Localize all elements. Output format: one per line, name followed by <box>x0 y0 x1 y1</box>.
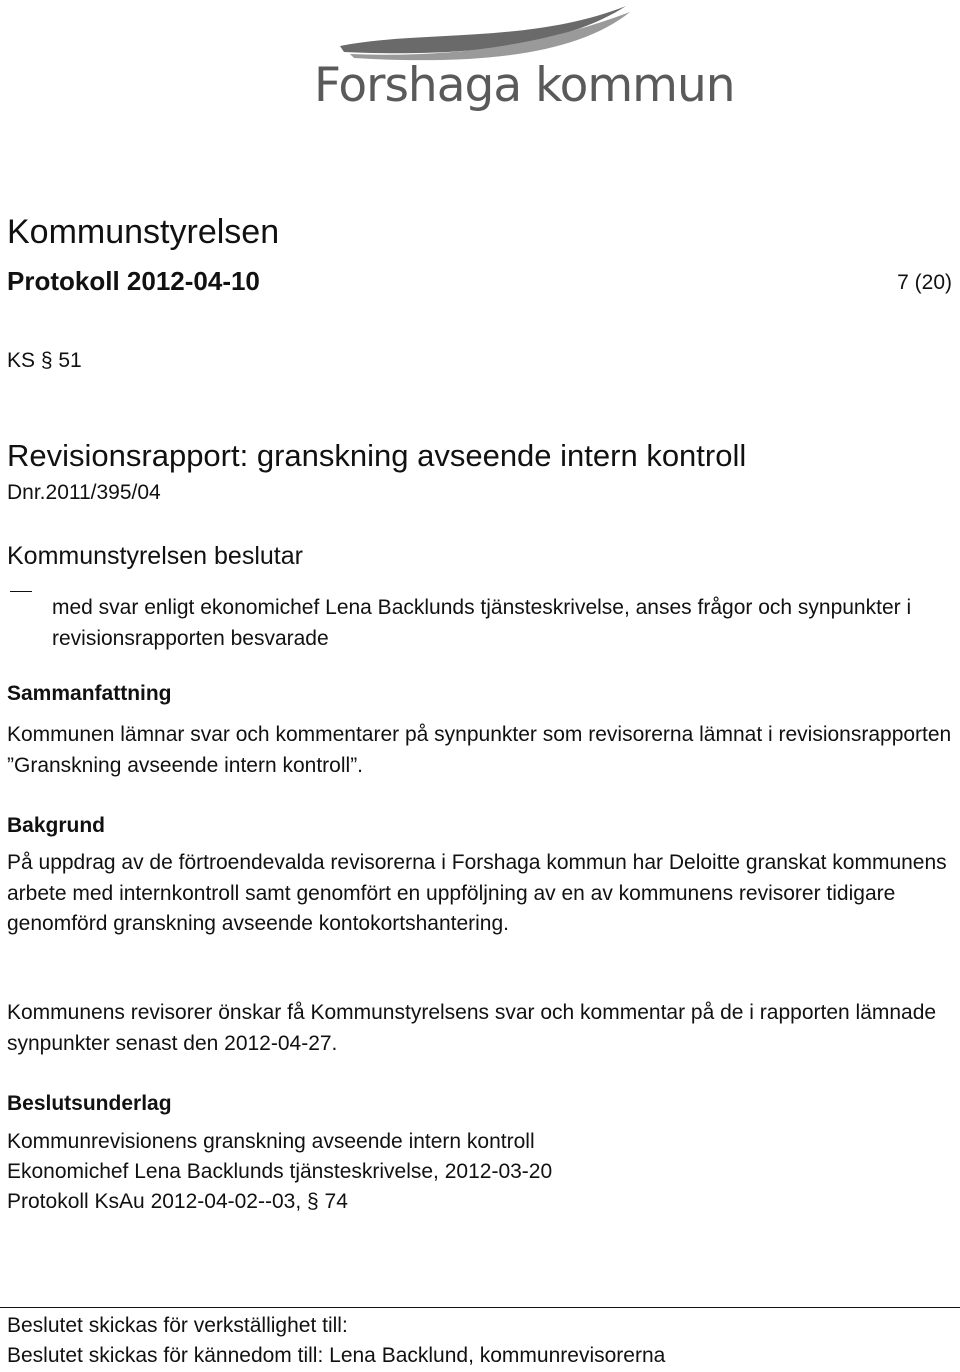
page-title: Revisionsrapport: granskning avseende intern kontroll <box>7 438 747 473</box>
background-heading: Bakgrund <box>7 814 106 837</box>
summary-heading: Sammanfattning <box>7 682 172 705</box>
footer-notice: Beslutet skickas för kännedom till: Lena Backlund, kommunrevisorerna <box>7 1344 666 1367</box>
basis-line: Kommunrevisionens granskning avseende intern kontroll <box>7 1130 535 1153</box>
background-paragraph: Kommunens revisorer önskar få Kommunstyrelsens svar och kommentar på de i rapporten lämnade synpunkter senast den 2012-04-27. <box>7 1001 937 1055</box>
protocol-date: Protokoll 2012-04-10 <box>7 266 260 296</box>
basis-heading: Beslutsunderlag <box>7 1092 172 1115</box>
section-reference: KS § 51 <box>7 349 82 372</box>
background-paragraph: På uppdrag av de förtroendevalda revisorerna i Forshaga kommun har Deloitte granskat kommunens arbete med internkontroll samt genomfört en uppföljning av en av kommunens revisorer tidigare genomförd granskning avseende kontokortshantering. <box>7 851 947 935</box>
basis-line: Ekonomichef Lena Backlunds tjänsteskrivelse, 2012-03-20 <box>7 1160 553 1183</box>
diary-number: Dnr.2011/395/04 <box>7 481 161 504</box>
forshaga-logo <box>300 0 735 118</box>
footer-divider <box>0 1307 960 1308</box>
page-number: 7 (20) <box>897 271 952 294</box>
decision-heading: Kommunstyrelsen beslutar <box>7 542 303 570</box>
organization-heading: Kommunstyrelsen <box>7 213 280 251</box>
footer-execution: Beslutet skickas för verkställighet till: <box>7 1314 348 1337</box>
bullet-dash <box>10 591 32 592</box>
logo-text: Forshaga kommun <box>314 58 735 113</box>
summary-text: Kommunen lämnar svar och kommentarer på synpunkter som revisorerna lämnat i revisionsrapporten ”Granskning avseende intern kontroll”. <box>7 723 952 777</box>
decision-item: med svar enligt ekonomichef Lena Backlunds tjänsteskrivelse, anses frågor och synpunkter i revisionsrapporten besvarade <box>52 596 912 650</box>
basis-line: Protokoll KsAu 2012-04-02--03, § 74 <box>7 1190 348 1213</box>
